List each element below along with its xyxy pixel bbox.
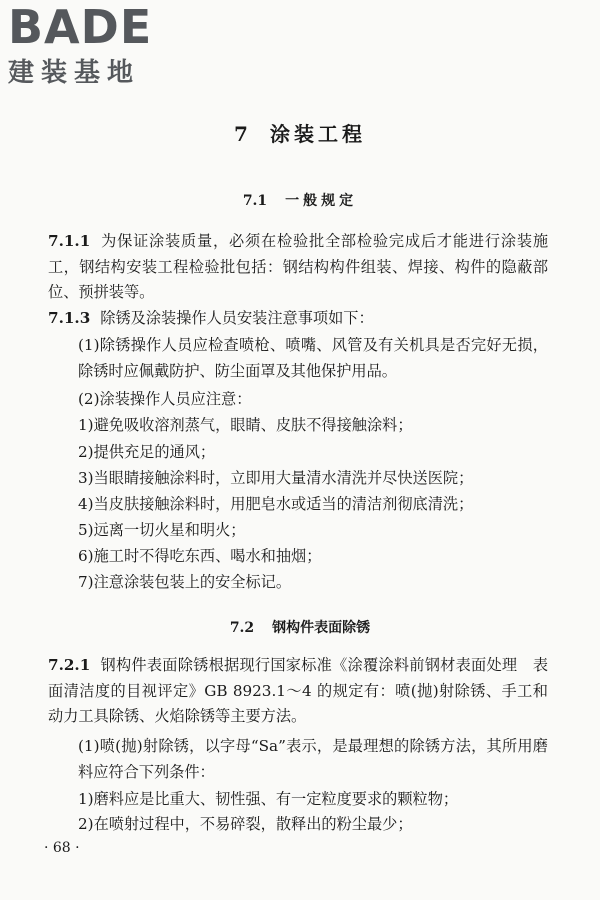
clause-paragraph — [48, 653, 548, 730]
list-item: 4)当皮肤接触涂料时，用肥皂水或适当的清洁剂彻底清洗； — [78, 495, 474, 513]
section-heading — [0, 617, 600, 637]
chapter-number: 7 — [234, 122, 252, 146]
chapter-title: 涂装工程 — [269, 122, 366, 146]
list-item: 1)避免吸收溶剂蒸气，眼睛、皮肤不得接触涂料； — [78, 416, 413, 434]
list-item: 2)在喷射过程中，不易碎裂，散释出的粉尘最少； — [78, 815, 413, 833]
clause-number: 7.2.1 — [48, 656, 91, 674]
logo — [8, 0, 178, 90]
clause-number: 7.1.1 — [48, 232, 91, 250]
clause-text: 除锈及涂装操作人员安装注意事项如下： — [100, 309, 374, 327]
logo-subtitle: 建装基地 — [8, 58, 141, 88]
logo-mark: BADE — [8, 0, 153, 54]
section-heading — [0, 190, 600, 210]
clause-text: 钢构件表面除锈根据现行国家标准《涂覆涂料前钢材表面处理 表面清洁度的目视评定》GB 8923.1～4 的规定有：喷(抛)射除锈、手工和动力工具除锈、火焰除锈等主要方法。 — [48, 656, 548, 725]
clause-text: 为保证涂装质量，必须在检验批全部检验完成后才能进行涂装施工，钢结构安装工程检验批包括：钢结构构件组装、焊接、构件的隐蔽部位、预拼装等。 — [48, 232, 548, 301]
list-paragraph: (2)涂装操作人员应注意： — [78, 390, 252, 408]
list-paragraph: (1)除锈操作人员应检查喷枪、喷嘴、风管及有关机具是否完好无损，除锈时应佩戴防护、防尘面罩及其他保护用品。 — [78, 336, 548, 380]
section-title: 钢构件表面除锈 — [272, 620, 371, 636]
section-title: 一般规定 — [285, 193, 358, 209]
clause-paragraph — [48, 306, 548, 332]
section-number: 7.2 — [229, 620, 255, 636]
list-item: 7)注意涂装包装上的安全标记。 — [78, 573, 292, 591]
list-item: 6)施工时不得吃东西、喝水和抽烟； — [78, 547, 322, 565]
chapter-heading — [0, 118, 600, 147]
list-item: 1)磨料应是比重大、韧性强、有一定粒度要求的颗粒物； — [78, 790, 459, 808]
list-item: 3)当眼睛接触涂料时，立即用大量清水清洗并尽快送医院； — [78, 469, 474, 487]
clause-paragraph — [48, 229, 548, 306]
list-paragraph: (1)喷(抛)射除锈，以字母“Sa”表示，是最理想的除锈方法，其所用磨料应符合下列条件： — [78, 737, 548, 781]
list-item: 5)远离一切火星和明火； — [78, 521, 246, 539]
page-number: · 68 · — [44, 840, 80, 856]
clause-number: 7.1.3 — [48, 309, 91, 327]
section-number: 7.1 — [242, 193, 268, 209]
list-item: 2)提供充足的通风； — [78, 443, 216, 461]
